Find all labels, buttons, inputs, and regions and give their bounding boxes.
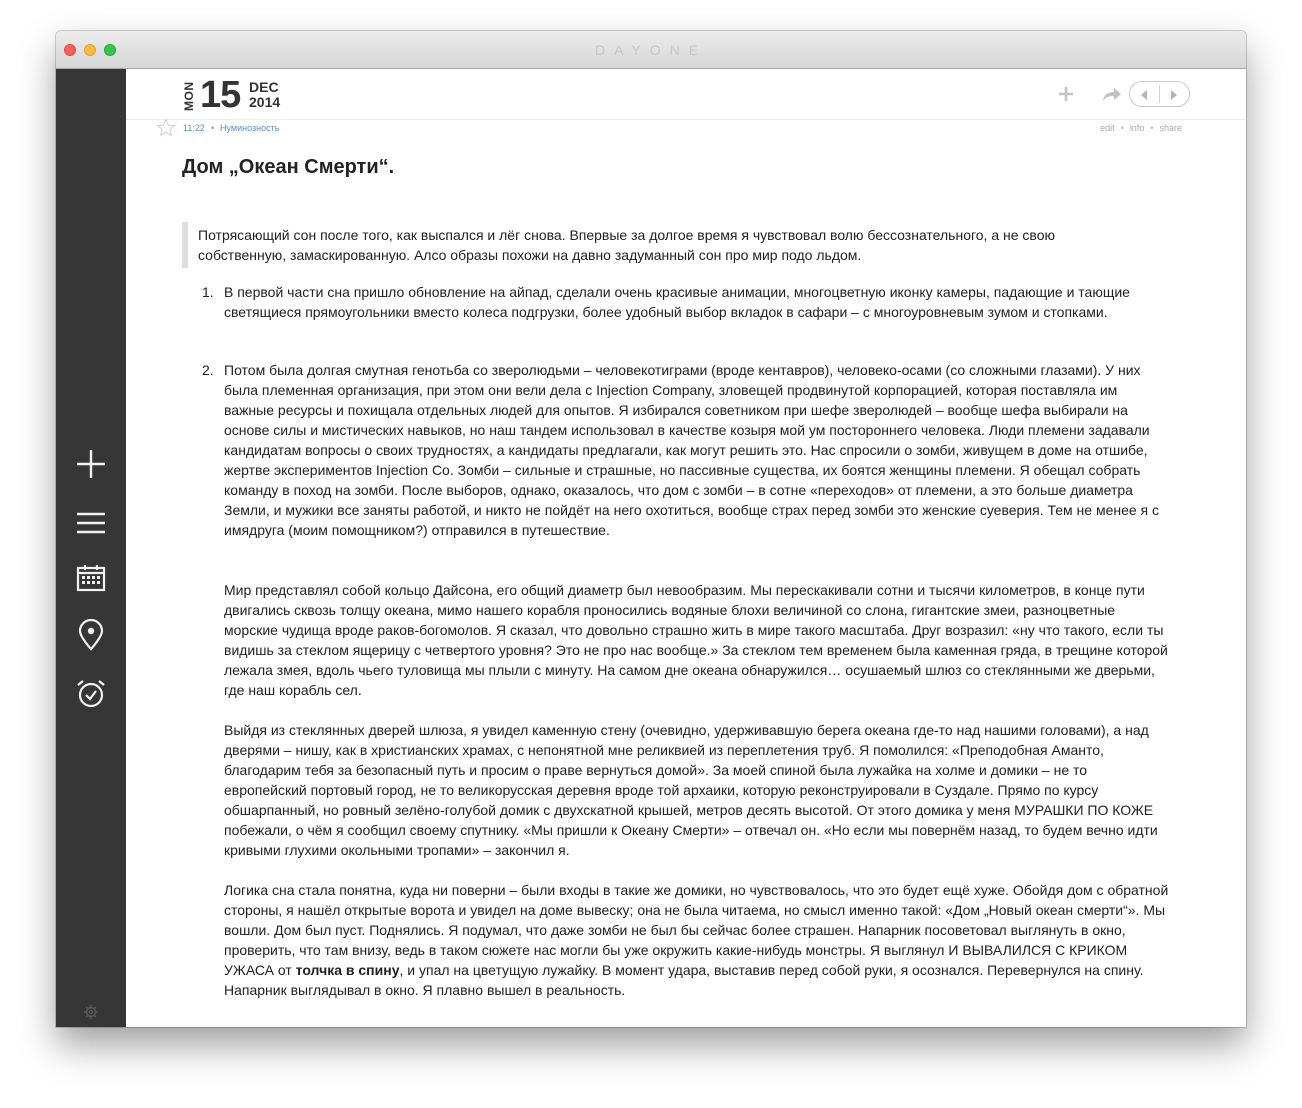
action-separator: • xyxy=(1150,123,1154,133)
month-label: DEC xyxy=(249,79,279,95)
paragraph: Выйдя из стеклянных дверей шлюза, я увидел каменную стену (очевидно, удерживавшую берега океана где-то над нашими головами), а над дверями – нишу, как в христианских храмах, с непонятной мне реликвией из переплетения труб. Я помолился: «Преподобная Аманто, благодарим тебя за безопасный путь и просим о праве вернуться домой». За моей спиной была лужайка на холме и домики – не то европейский портовый город, не то великорусская деревня вроде той архаики, которую реконструировали в Суздале. Прямо по курсу обшарпанный, но ровный зелёно-голубой домик с двухскатной крышей, метров десять высотой. От этого домика у меня МУРАШКИ ПО КОЖЕ побежали, о чём я сообщил своему спутнику. «Мы пришли к Океану Смерти» – отвечал он. «Но если мы повернём назад, то будем вечно идти кривыми глухими окольными тропами» – закончил я. xyxy=(224,722,1158,858)
location-pin-icon[interactable] xyxy=(75,619,107,651)
list-number: 1. xyxy=(202,284,214,300)
list-text: В первой части сна пришло обновление на айпад, сделали очень красивые анимации, многоцветную иконку камеры, падающие и тающие светящиеся прямоугольники вместо колеса подгрузки, более удобный выбор вкладок в сафари – с многоуровневым зумом и стопками. xyxy=(224,284,1130,320)
entry-view xyxy=(126,69,1246,1027)
entry-navigation xyxy=(1129,81,1190,107)
share-arrow-icon[interactable] xyxy=(1102,86,1122,102)
entry-tag[interactable]: Нуминозность xyxy=(220,123,280,133)
list-number: 2. xyxy=(202,362,214,378)
new-entry-plus-icon[interactable] xyxy=(75,448,107,480)
menu-icon[interactable] xyxy=(75,507,107,539)
title-bar[interactable] xyxy=(56,31,1246,69)
alarm-clock-icon[interactable] xyxy=(75,678,107,710)
settings-gear-icon[interactable] xyxy=(83,1004,99,1020)
paragraph: Мир представлял собой кольцо Дайсона, его общий диаметр был невообразим. Мы перескакивали сотни и тысячи километров, в конце пути двигались сквозь толщу океана, мимо нашего корабля проносились водяные блохи величиной со слона, гигантские змеи, разноцветные морские чудища вроде раков-богомолов. Я сказал, что довольно страшно жить в мире такого масштаба. Друг возразил: «ну что такого, если ты видишь за стеклом ящерицу с четвертого уровня? Это не про нас вообще.» За стеклом тем временем была каменная гряда, в трещине которой лежала змея, вдоль чьего туловища мы плыли с минуту. На самом дне океана обнаружился… осушаемый шлюз со стеклянными же дверьми, где наш корабль сел. xyxy=(224,582,1168,698)
paragraph-text: Логика сна стала понятна, куда ни поверни – были входы в такие же домики, но чувствовалось, что это будет ещё хуже. Обойдя дом с обратной стороны, я нашёл открытые ворота и увидел на доме вывеску; она не была читаема, но смысл именно такой: «Дом „Новый океан смерти“». Мы вошли. Дом был пуст. Поднялись. Я подумал, что даже зомби не был бы сейчас более страшен. Напарник посоветовал выглянуть в окно, проверить, что там внизу, ведь в таком сюжете нас могли бы уже окружить какие-нибудь монстры. Я выглянул И ВЫВАЛИЛСЯ С КРИКОМ УЖАСА от xyxy=(224,882,1169,978)
sidebar xyxy=(56,69,126,1027)
app-title: DAYONE xyxy=(594,42,708,58)
chevron-right-icon[interactable] xyxy=(1168,88,1180,100)
calendar-icon[interactable] xyxy=(75,562,107,594)
day-number: 15 xyxy=(200,74,241,116)
info-link[interactable]: info xyxy=(1129,123,1145,133)
add-entry-plus-icon[interactable] xyxy=(1058,86,1074,102)
paragraph xyxy=(224,880,1170,1000)
list-text: Потом была долгая смутная генотьба со зверолюдьми – человекотиграми (вроде кентавров), человеко-осами (со сложными глазами). У них была племенная организация, при этом они вели дела с Injection Company, зловещей продвинутой корпорацией, которая поставляла им важные ресурсы и похищала отдельных людей для опытов. Я избирался советником при шефе зверолюдей – вообще шефа выбирали на основе силы и мистических навыков, но наш тандем использовал в качестве козыря мой ум постороннего человека. Люди племени задавали кандидатам вопросы о своих трудностях, а кандидаты предлагали, как могут решить это. Нас спросили о зомби, живущем в доме на отшибе, жертве экспериментов Injection Co. Зомби – сильные и страшные, но пассивные существа, их боятся женщины племени. Я обещал собрать команду в поход на зомби. После выборов, однако, оказалось, что дом с зомби – в сотне «переходов» от племени, а это больше диаметра Земли, и мужики все заняты работой, и никто не пойдёт на него охотиться, вообще страх перед зомби это женские суеверия. Тем не менее я с имядруга (моим помощником?) отправился в путешествие. xyxy=(224,362,1160,538)
entry-time[interactable]: 11:22 xyxy=(183,123,205,133)
weekday-label: MON xyxy=(182,81,196,111)
chevron-left-icon[interactable] xyxy=(1138,88,1150,100)
entry-meta-bar xyxy=(126,119,1246,136)
blockquote-text: Потрясающий сон после того, как выспался и лёг снова. Впервые за долгое время я чувствовал волю бессознательного, а не свою собственную, замаскированную. Алсо образы похожи на давно задуманный сон про мир подо льдом. xyxy=(198,227,1055,263)
app-window xyxy=(56,31,1246,1027)
entry-actions xyxy=(1100,123,1182,133)
action-separator: • xyxy=(1120,123,1124,133)
bold-text: толчка в спину xyxy=(295,962,400,978)
share-link[interactable]: share xyxy=(1159,123,1182,133)
meta-separator: • xyxy=(211,123,215,133)
year-label: 2014 xyxy=(249,94,281,110)
edit-link[interactable]: edit xyxy=(1100,123,1115,133)
entry-title: Дом „Океан Смерти“. xyxy=(182,156,395,178)
nav-divider xyxy=(1159,85,1160,103)
entry-blockquote xyxy=(182,222,1092,268)
star-icon[interactable] xyxy=(156,118,176,138)
paragraph-text: , и упал на цветущую лужайку. В момент удара, выставив перед собой руки, я осознался. Перевернулся на спину. Напарник выглядывал в окно. Я плавно вышел в реальность. xyxy=(224,962,1144,998)
